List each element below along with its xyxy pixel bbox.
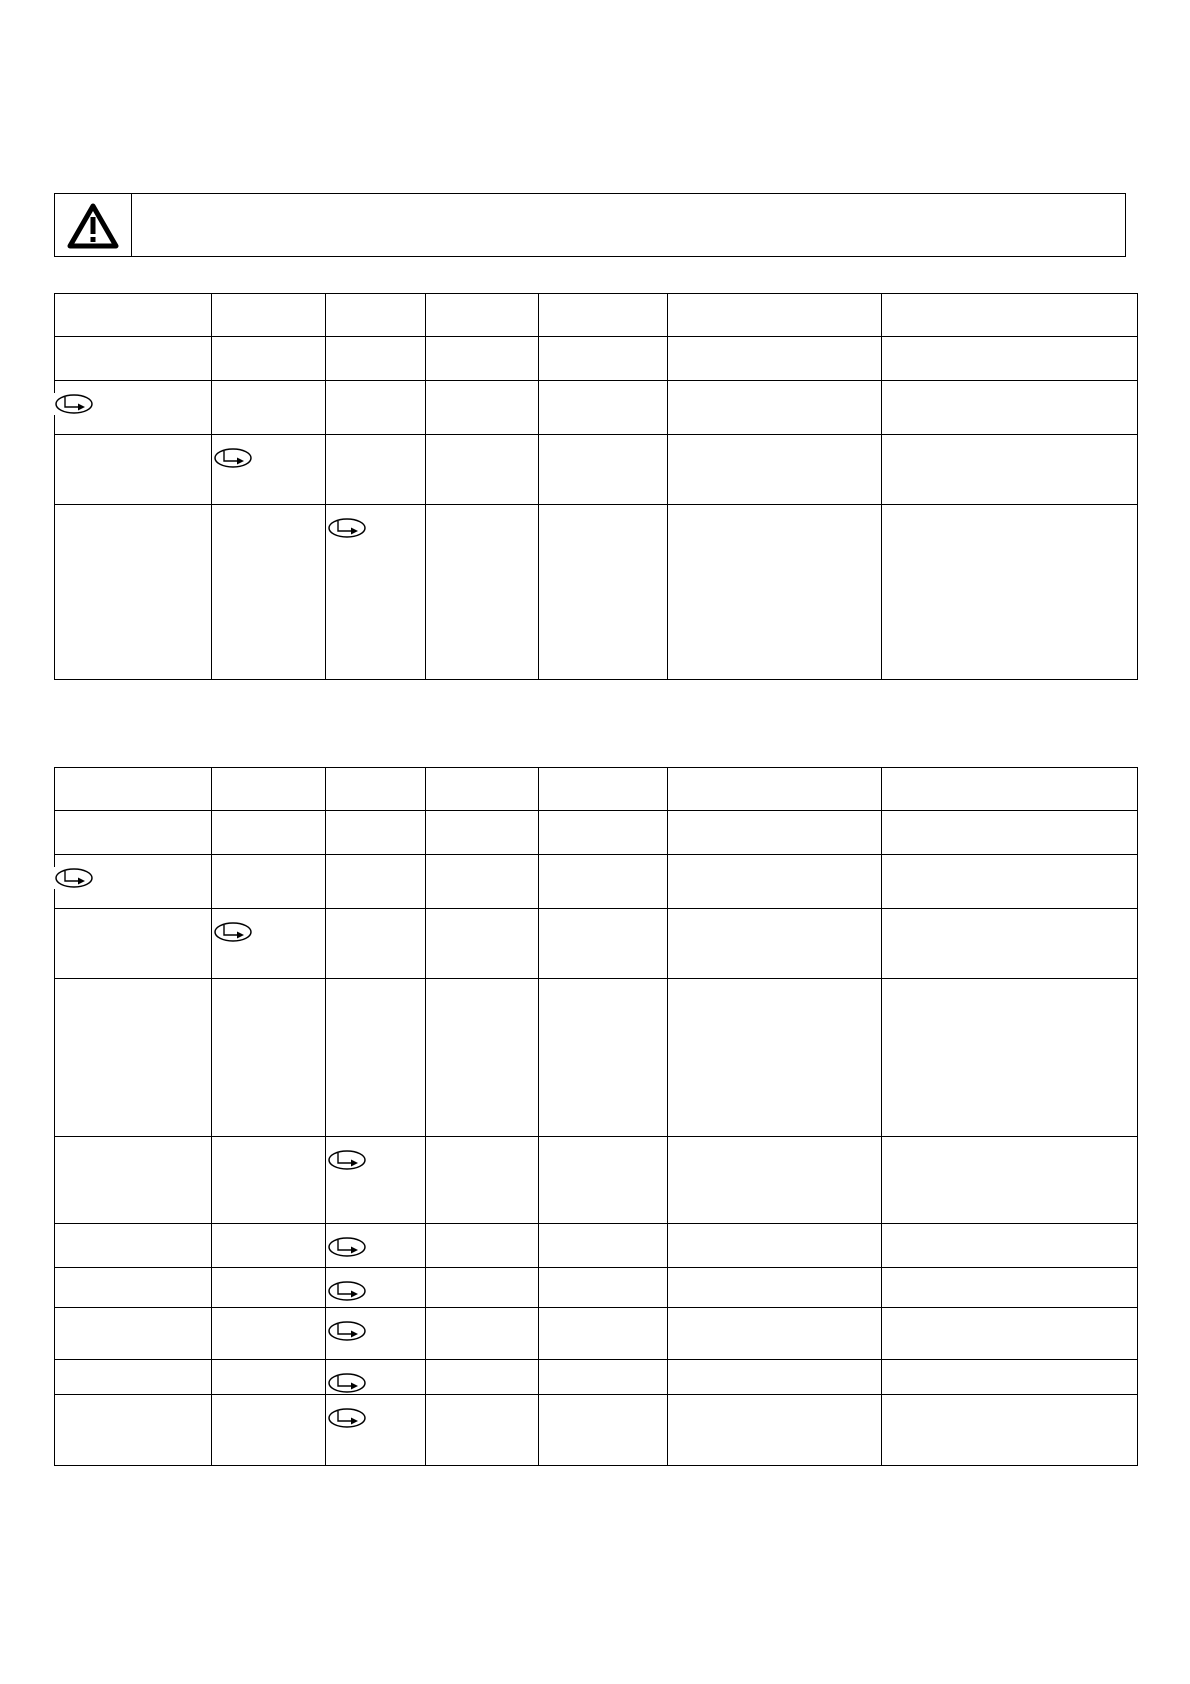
table-cell [426,855,539,909]
table-cell [882,1268,1138,1308]
table-row [55,1360,1138,1395]
table-cell [539,811,668,855]
table-row [55,979,1138,1137]
table-cell [212,1268,326,1308]
table-cell [539,768,668,811]
table-cell [326,979,426,1137]
table-1 [54,293,1138,680]
table-cell [668,1360,882,1395]
table-cell [55,337,212,381]
table-cell [882,811,1138,855]
table-cell [326,294,426,337]
table-cell [426,1224,539,1268]
table-cell [882,1360,1138,1395]
table-cell [882,435,1138,505]
table-cell [668,505,882,680]
table-cell [212,381,326,435]
table-cell [212,1308,326,1360]
table-cell [55,768,212,811]
warning-banner [54,193,1126,257]
table-cell [668,1224,882,1268]
table-cell [668,1308,882,1360]
table-cell [426,768,539,811]
table-cell [539,337,668,381]
table-cell [55,381,212,435]
table-cell [668,768,882,811]
table-cell [882,909,1138,979]
table-cell [882,294,1138,337]
flow-arrow-icon [327,1372,367,1394]
table-cell [426,811,539,855]
table-row [55,337,1138,381]
table-cell [539,294,668,337]
table-cell [539,1224,668,1268]
table-cell [212,909,326,979]
table-cell [326,1137,426,1224]
table-row [55,294,1138,337]
table-cell [212,1137,326,1224]
table-cell [882,505,1138,680]
table-cell [326,1360,426,1395]
table-cell [668,909,882,979]
table-cell [539,381,668,435]
table-cell [539,1137,668,1224]
flow-arrow-icon [327,1149,367,1171]
table-cell [326,1395,426,1466]
table-cell [212,979,326,1137]
table-cell [426,979,539,1137]
table-cell [882,1137,1138,1224]
table-cell [539,909,668,979]
table-cell [668,294,882,337]
table-cell [55,435,212,505]
table-row [55,811,1138,855]
table-cell [882,768,1138,811]
table-row [55,435,1138,505]
table-cell [668,337,882,381]
table-cell [668,979,882,1137]
table-row [55,1395,1138,1466]
table-cell [882,979,1138,1137]
table-cell [212,1395,326,1466]
table-cell [55,1308,212,1360]
flow-arrow-icon [327,1407,367,1429]
table-cell [212,1224,326,1268]
table-row [55,1137,1138,1224]
table-cell [539,979,668,1137]
table-cell [212,811,326,855]
table-cell [326,381,426,435]
table-cell [326,909,426,979]
table-cell [882,1395,1138,1466]
table-cell [426,1360,539,1395]
table-cell [539,855,668,909]
table-cell [212,337,326,381]
table-cell [426,1308,539,1360]
table-cell [539,1360,668,1395]
table-cell [55,909,212,979]
table-2 [54,767,1138,1466]
flow-arrow-icon [54,867,94,889]
table-cell [326,1308,426,1360]
table-cell [539,1268,668,1308]
warning-triangle-icon [67,203,119,249]
table-cell [426,505,539,680]
table-cell [55,505,212,680]
table-cell [212,1360,326,1395]
table-cell [326,337,426,381]
table-cell [55,811,212,855]
table-row [55,855,1138,909]
table-cell [55,1268,212,1308]
flow-arrow-icon [327,1280,367,1302]
table-row [55,505,1138,680]
table-cell [539,505,668,680]
flow-arrow-icon [327,517,367,539]
table-cell [212,435,326,505]
table-cell [668,855,882,909]
table-cell [882,1308,1138,1360]
table-cell [326,1224,426,1268]
table-cell [426,1268,539,1308]
table-cell [55,1395,212,1466]
table-cell [55,1137,212,1224]
table-row [55,1224,1138,1268]
table-cell [668,1268,882,1308]
table-row [55,1308,1138,1360]
table-cell [212,768,326,811]
table-cell [882,855,1138,909]
flow-arrow-icon [327,1320,367,1342]
flow-arrow-icon [213,921,253,943]
table-cell [426,337,539,381]
table-cell [326,435,426,505]
table-cell [426,1137,539,1224]
table-cell [882,381,1138,435]
flow-arrow-icon [54,393,94,415]
table-cell [668,381,882,435]
table-cell [326,505,426,680]
table-cell [55,1224,212,1268]
table-cell [55,294,212,337]
table-cell [426,1395,539,1466]
table-row [55,909,1138,979]
table-cell [539,1308,668,1360]
table-cell [668,1395,882,1466]
table-row [55,1268,1138,1308]
table-cell [668,435,882,505]
table-cell [55,1360,212,1395]
table-cell [882,1224,1138,1268]
table-cell [212,505,326,680]
table-cell [668,811,882,855]
table-cell [212,855,326,909]
table-cell [55,979,212,1137]
table-cell [539,1395,668,1466]
table-cell [426,294,539,337]
table-cell [882,337,1138,381]
warning-icon-cell [55,194,132,256]
table-cell [426,381,539,435]
table-row [55,381,1138,435]
table-row [55,768,1138,811]
table-cell [326,768,426,811]
flow-arrow-icon [213,447,253,469]
flow-arrow-icon [327,1236,367,1258]
table-cell [326,855,426,909]
table-cell [426,435,539,505]
table-cell [539,435,668,505]
table-cell [326,1268,426,1308]
table-cell [426,909,539,979]
table-cell [668,1137,882,1224]
table-cell [212,294,326,337]
table-cell [55,855,212,909]
table-cell [326,811,426,855]
